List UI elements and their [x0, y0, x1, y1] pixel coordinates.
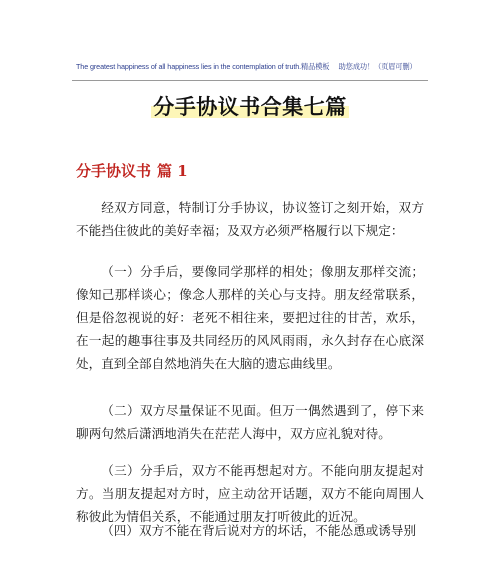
header-divider [72, 80, 428, 81]
paragraph: （三）分手后，双方不能再想起对方。不能向朋友提起对方。当朋友提起对方时，应主动岔开话题，双方不能向周围人称彼此为情侣关系，不能通过朋友打听彼此的近况。 [76, 463, 424, 524]
header-english-quote: The greatest happiness of all happiness lies in the contemplation of truth. [76, 62, 302, 71]
document-title [0, 93, 500, 121]
paragraph: （二）双方尽量保证不见面。但万一偶然遇到了，停下来聊两句然后潇洒地消失在茫茫人海中，双方应礼貌对待。 [76, 403, 424, 441]
paragraph: （一）分手后，要像同学那样的相处；像朋友那样交流；像知己那样谈心；像念人那样的关心与支持。朋友经常联系，但是俗忽视说的好：老死不相往来，要把过往的甘苦，欢乐，在一起的趣事往事及共同经历的风风雨雨，永久封存在心底深处，直到全部自然地消失在大脑的遗忘曲线里。 [76, 264, 424, 371]
page-header [76, 62, 426, 72]
section-number: 篇 1 [157, 162, 188, 180]
section-heading-label: 分手协议书 [76, 162, 152, 180]
paragraph: （四）双方不能在背后说对方的坏话，不能怂恿或诱导别 [101, 523, 417, 538]
header-chinese-note: 精品模板 助您成功！（页眉可删） [301, 62, 417, 71]
document-title-text: 分手协议书合集七篇 [153, 95, 347, 119]
paragraph: 经双方同意，特制订分手协议，协议签订之刻开始，双方不能挡住彼此的美好幸福；及双方必须严格履行以下规定： [76, 200, 424, 238]
section-heading [76, 160, 188, 182]
